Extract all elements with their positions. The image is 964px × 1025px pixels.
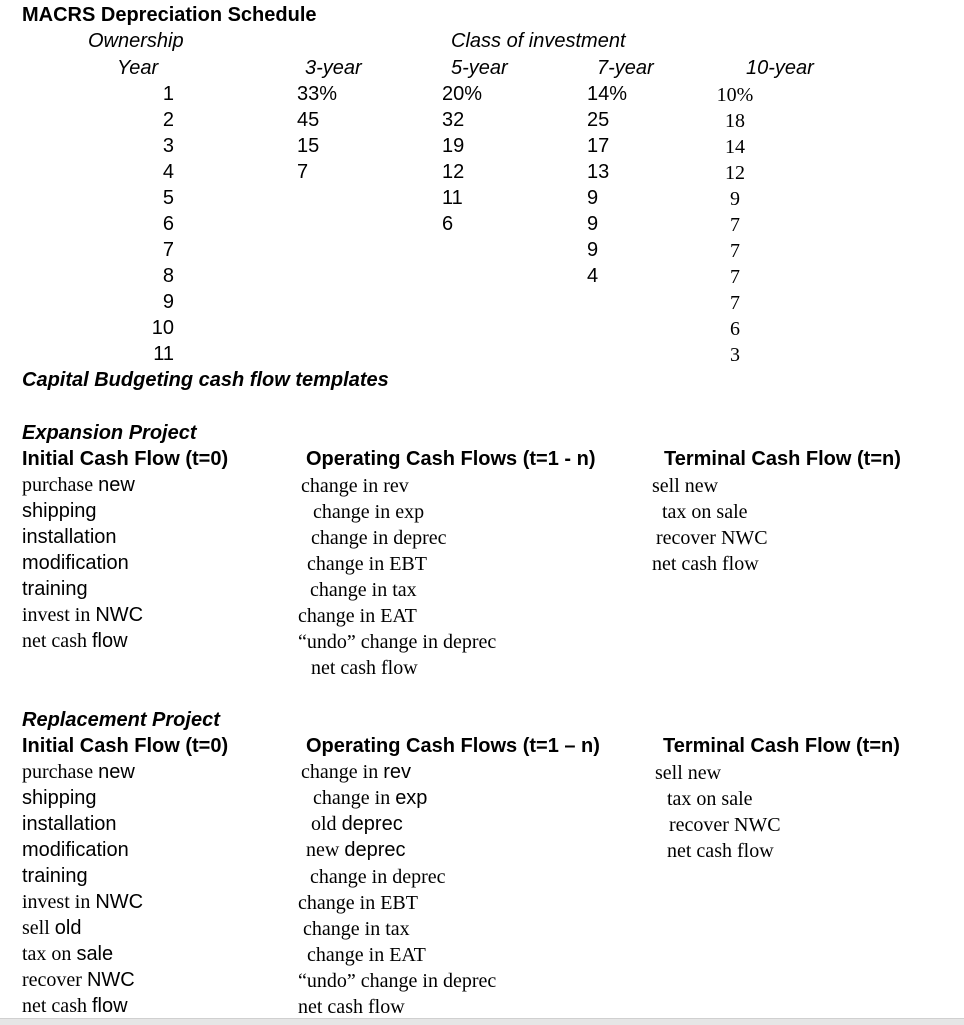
rate-cell: 12: [725, 162, 745, 184]
list-item: sell new: [652, 475, 719, 497]
rate-cell: 9: [730, 188, 740, 210]
rate-cell: 20%: [442, 83, 483, 105]
expansion-terminal-heading: Terminal Cash Flow (t=n): [664, 448, 901, 470]
column-header-3-year: 3-year: [305, 57, 362, 79]
list-item: change in EBT: [298, 892, 418, 914]
expansion-initial-heading: Initial Cash Flow (t=0): [22, 448, 229, 470]
list-item: shipping: [22, 787, 97, 809]
rate-cell: 3: [730, 344, 740, 366]
list-item: tax on sale: [667, 788, 753, 810]
rate-cell: 17: [587, 135, 610, 157]
rate-cell: 45: [297, 109, 320, 131]
list-item: change in deprec: [311, 527, 447, 549]
list-item: invest in NWC: [22, 891, 144, 913]
list-item: tax on sale: [22, 943, 114, 965]
class-of-investment-label: Class of investment: [451, 30, 626, 52]
list-item: new deprec: [306, 839, 406, 861]
rate-cell: 7: [730, 292, 740, 314]
rate-cell: 6: [730, 318, 740, 340]
rate-cell: 25: [587, 109, 610, 131]
rate-cell: 4: [587, 265, 599, 287]
year-cell: 2: [162, 109, 174, 131]
list-item: purchase new: [22, 474, 135, 496]
list-item: sell new: [655, 762, 722, 784]
list-item: net cash flow: [652, 553, 759, 575]
list-item: training: [22, 578, 88, 600]
expansion-operating-heading: Operating Cash Flows (t=1 - n): [306, 448, 596, 470]
rate-cell: 9: [587, 213, 599, 235]
list-item: shipping: [22, 500, 97, 522]
year-cell: 8: [162, 265, 174, 287]
list-item: training: [22, 865, 88, 887]
list-item: recover NWC: [22, 969, 135, 991]
rate-cell: 14%: [587, 83, 628, 105]
list-item: recover NWC: [656, 527, 768, 549]
list-item: change in EAT: [307, 944, 426, 966]
rate-cell: 9: [587, 239, 599, 261]
list-item: purchase new: [22, 761, 135, 783]
replacement-initial-heading: Initial Cash Flow (t=0): [22, 735, 229, 757]
list-item: net cash flow: [22, 995, 128, 1017]
list-item: old deprec: [311, 813, 403, 835]
rate-cell: 9: [587, 187, 599, 209]
year-cell: 3: [162, 135, 174, 157]
rate-cell: 7: [730, 214, 740, 236]
list-item: change in exp: [313, 787, 428, 809]
column-header-5-year: 5-year: [451, 57, 508, 79]
rate-cell: 7: [730, 240, 740, 262]
list-item: tax on sale: [662, 501, 748, 523]
rate-cell: 18: [725, 110, 745, 132]
column-header-10-year: 10-year: [746, 57, 814, 79]
replacement-operating-heading: Operating Cash Flows (t=1 – n): [306, 735, 600, 757]
rate-cell: 15: [297, 135, 320, 157]
list-item: change in rev: [301, 475, 409, 497]
list-item: change in tax: [303, 918, 410, 940]
year-cell: 10: [151, 317, 174, 339]
macrs-title: MACRS Depreciation Schedule: [22, 4, 317, 26]
year-label: Year: [117, 57, 159, 79]
list-item: change in deprec: [310, 866, 446, 888]
rate-cell: 6: [442, 213, 454, 235]
rate-cell: 13: [587, 161, 610, 183]
rate-cell: 19: [442, 135, 465, 157]
list-item: change in tax: [310, 579, 417, 601]
list-item: recover NWC: [669, 814, 781, 836]
list-item: invest in NWC: [22, 604, 144, 626]
list-item: net cash flow: [22, 630, 128, 652]
list-item: installation: [22, 813, 117, 835]
list-item: change in rev: [301, 761, 411, 783]
year-cell: 1: [162, 83, 174, 105]
list-item: installation: [22, 526, 117, 548]
list-item: modification: [22, 839, 129, 861]
replacement-terminal-heading: Terminal Cash Flow (t=n): [663, 735, 900, 757]
year-cell: 5: [162, 187, 174, 209]
column-header-7-year: 7-year: [597, 57, 654, 79]
list-item: sell old: [22, 917, 82, 939]
year-cell: 7: [162, 239, 174, 261]
year-cell: 11: [153, 343, 174, 365]
list-item: change in EBT: [307, 553, 427, 575]
rate-cell: 11: [442, 187, 463, 209]
year-cell: 9: [162, 291, 174, 313]
year-cell: 6: [162, 213, 174, 235]
templates-title: Capital Budgeting cash flow templates: [22, 369, 389, 391]
list-item: net cash flow: [667, 840, 774, 862]
list-item: net cash flow: [311, 657, 418, 679]
list-item: change in EAT: [298, 605, 417, 627]
rate-cell: 7: [730, 266, 740, 288]
rate-cell: 14: [725, 136, 745, 158]
list-item: modification: [22, 552, 129, 574]
replacement-title: Replacement Project: [22, 709, 220, 731]
list-item: change in exp: [313, 501, 425, 523]
rate-cell: 33%: [297, 83, 338, 105]
year-cell: 4: [162, 161, 174, 183]
ownership-label: Ownership: [88, 30, 184, 52]
rate-cell: 7: [297, 161, 309, 183]
list-item: net cash flow: [298, 996, 405, 1018]
rate-cell: 12: [442, 161, 465, 183]
expansion-title: Expansion Project: [22, 422, 197, 444]
rate-cell: 32: [442, 109, 465, 131]
rate-cell: 10%: [716, 84, 754, 106]
list-item: “undo” change in deprec: [298, 631, 497, 653]
list-item: “undo” change in deprec: [298, 970, 497, 992]
